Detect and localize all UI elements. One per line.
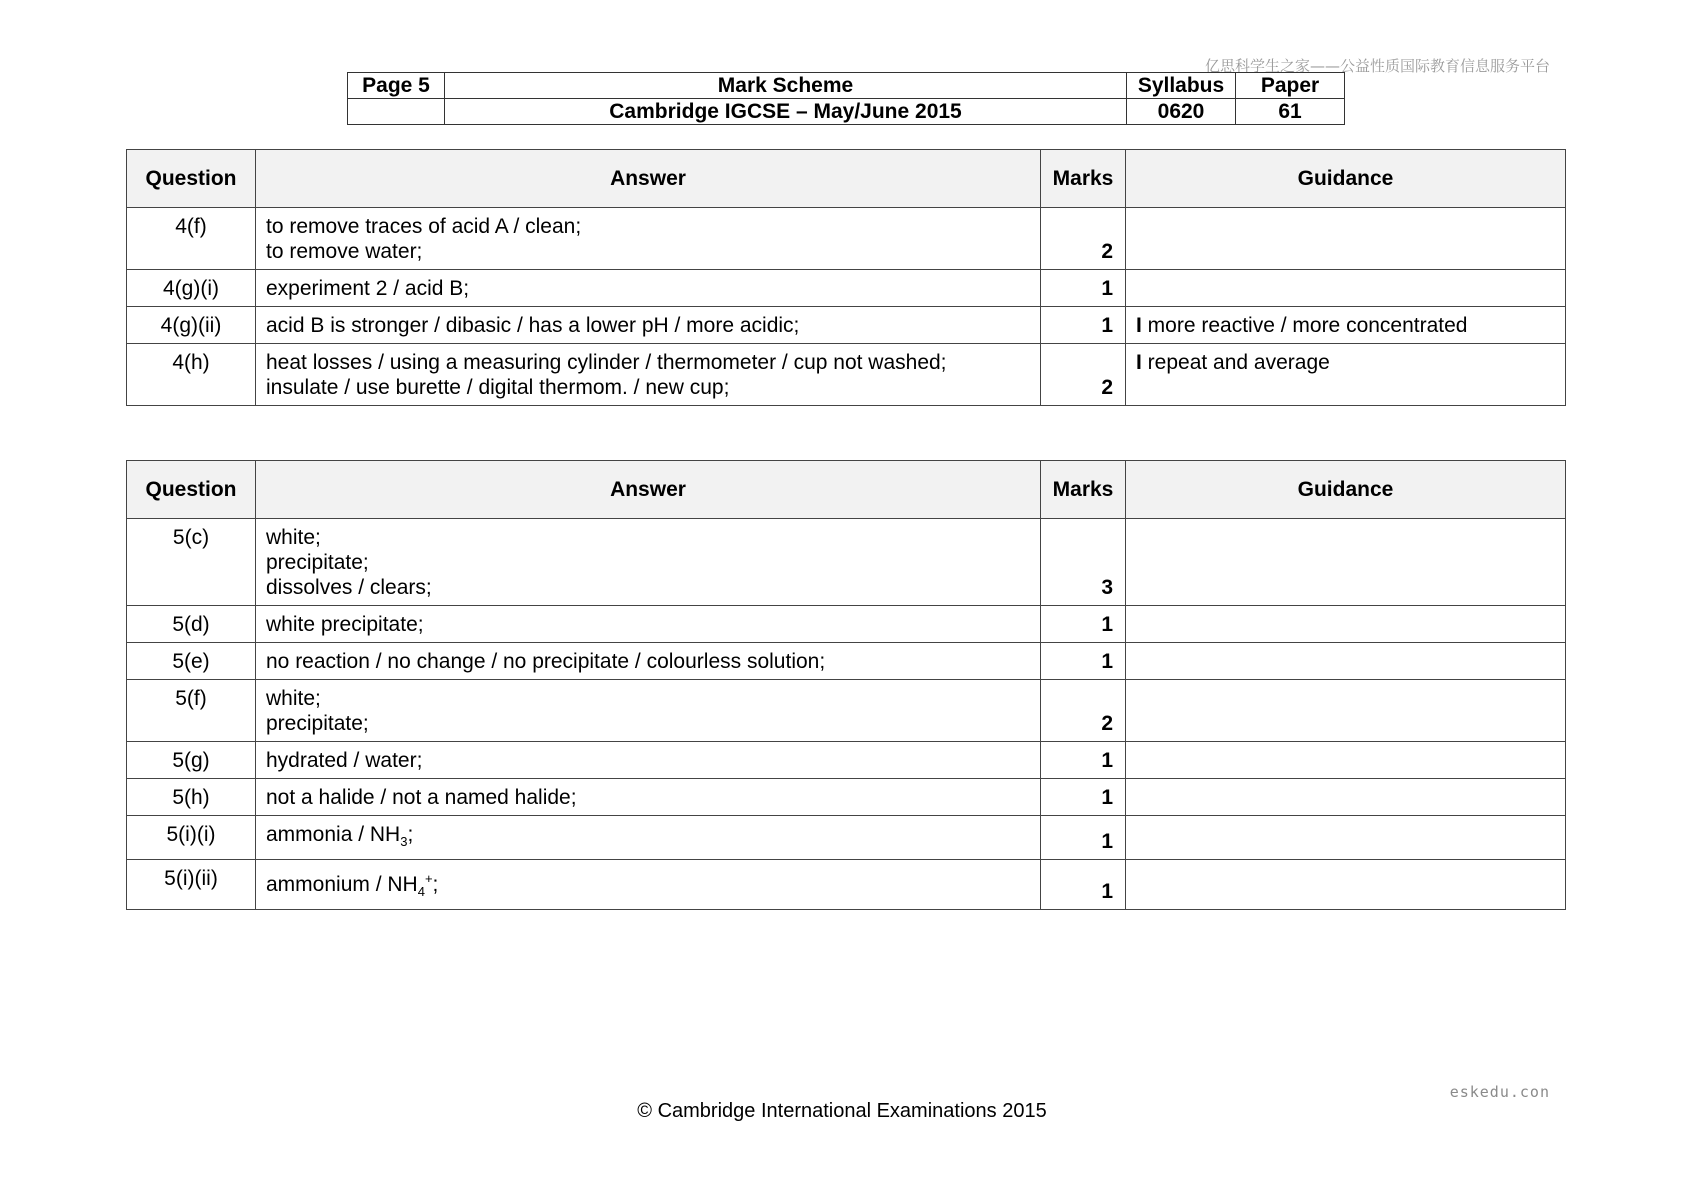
answer-line: precipitate;: [266, 551, 369, 574]
answer-line: white;: [266, 687, 321, 710]
guidance-text: more reactive / more concentrated: [1141, 314, 1468, 337]
answer-cell: [256, 519, 1041, 606]
guidance-cell: [1126, 270, 1566, 307]
guidance-cell: [1126, 307, 1566, 344]
guidance-cell: [1126, 779, 1566, 816]
answer-text-end: ;: [407, 823, 414, 846]
answer-cell: [256, 208, 1041, 270]
question-id: 5(i)(ii): [127, 860, 256, 910]
mark-scheme-table-5: [126, 460, 1566, 910]
question-id: 4(f): [127, 208, 256, 270]
table-row: [127, 680, 1566, 742]
table-row: [127, 779, 1566, 816]
guidance-cell: [1126, 860, 1566, 910]
answer-cell: [256, 643, 1041, 680]
ignore-marker: I: [1136, 351, 1142, 374]
answer-cell: [256, 779, 1041, 816]
table-row: [127, 344, 1566, 406]
col-answer: Answer: [256, 461, 1041, 519]
answer-line: [266, 866, 1030, 904]
table-row: [127, 208, 1566, 270]
table-row: [127, 860, 1566, 910]
marks-cell: 1: [1041, 779, 1126, 816]
guidance-cell: [1126, 344, 1566, 406]
marks-cell: 1: [1041, 270, 1126, 307]
answer-line: to remove water;: [266, 240, 423, 263]
col-answer: Answer: [256, 150, 1041, 208]
table-row: [127, 816, 1566, 860]
mark-scheme-table-4: [126, 149, 1566, 406]
marks-cell: 2: [1041, 208, 1126, 270]
question-id: 4(h): [127, 344, 256, 406]
page-number: Page 5: [348, 73, 445, 99]
question-id: 5(h): [127, 779, 256, 816]
table-row: [127, 643, 1566, 680]
guidance-cell: [1126, 742, 1566, 779]
marks-cell: 2: [1041, 344, 1126, 406]
table-row: [127, 270, 1566, 307]
answer-cell: [256, 680, 1041, 742]
paper-number: 61: [1236, 99, 1345, 125]
ignore-marker: I: [1136, 314, 1142, 337]
answer-line: to remove traces of acid A / clean;: [266, 215, 582, 238]
marks-cell: 1: [1041, 606, 1126, 643]
answer-line: [266, 822, 1030, 854]
col-marks: Marks: [1041, 461, 1126, 519]
guidance-cell: [1126, 519, 1566, 606]
answer-line: heat losses / using a measuring cylinder / thermometer / cup not washed;: [266, 351, 947, 374]
guidance-text: repeat and average: [1141, 351, 1330, 374]
answer-cell: [256, 270, 1041, 307]
guidance-cell: [1126, 680, 1566, 742]
question-id: 5(g): [127, 742, 256, 779]
marks-cell: 1: [1041, 860, 1126, 910]
marks-cell: 1: [1041, 307, 1126, 344]
question-id: 4(g)(ii): [127, 307, 256, 344]
table-row: [127, 606, 1566, 643]
table-row: [127, 742, 1566, 779]
doc-title: Mark Scheme: [445, 73, 1127, 99]
marks-cell: 3: [1041, 519, 1126, 606]
guidance-cell: [1126, 606, 1566, 643]
col-question: Question: [127, 150, 256, 208]
marks-cell: 1: [1041, 742, 1126, 779]
answer-line: not a halide / not a named halide;: [266, 786, 577, 809]
question-id: 5(i)(i): [127, 816, 256, 860]
syllabus-label: Syllabus: [1127, 73, 1236, 99]
guidance-cell: [1126, 816, 1566, 860]
page-header-table: [347, 72, 1345, 125]
answer-line: white;: [266, 526, 321, 549]
answer-text: ammonia / NH: [266, 823, 401, 846]
question-id: 5(d): [127, 606, 256, 643]
question-id: 5(e): [127, 643, 256, 680]
answer-line: hydrated / water;: [266, 749, 423, 772]
superscript: +: [424, 871, 433, 887]
marks-cell: 1: [1041, 643, 1126, 680]
col-guidance: Guidance: [1126, 150, 1566, 208]
answer-line: experiment 2 / acid B;: [266, 277, 470, 300]
answer-line: insulate / use burette / digital thermom. / new cup;: [266, 376, 730, 399]
question-id: 5(c): [127, 519, 256, 606]
subscript: 3: [400, 834, 408, 850]
answer-cell: [256, 742, 1041, 779]
marks-cell: 1: [1041, 816, 1126, 860]
doc-subtitle: Cambridge IGCSE – May/June 2015: [445, 99, 1127, 125]
syllabus-code: 0620: [1127, 99, 1236, 125]
col-marks: Marks: [1041, 150, 1126, 208]
answer-line: no reaction / no change / no precipitate / colourless solution;: [266, 650, 826, 673]
table-row: [127, 519, 1566, 606]
guidance-cell: [1126, 208, 1566, 270]
answer-line: white precipitate;: [266, 613, 424, 636]
col-question: Question: [127, 461, 256, 519]
answer-line: acid B is stronger / dibasic / has a lower pH / more acidic;: [266, 314, 800, 337]
answer-text-end: ;: [432, 873, 439, 897]
footer-copyright: © Cambridge International Examinations 2015: [637, 1100, 1047, 1122]
page-number-blank: [348, 99, 445, 125]
answer-cell: [256, 860, 1041, 910]
question-id: 4(g)(i): [127, 270, 256, 307]
answer-cell: [256, 307, 1041, 344]
answer-line: precipitate;: [266, 712, 369, 735]
marks-cell: 2: [1041, 680, 1126, 742]
col-guidance: Guidance: [1126, 461, 1566, 519]
guidance-cell: [1126, 643, 1566, 680]
answer-text: ammonium / NH: [266, 873, 418, 897]
answer-cell: [256, 606, 1041, 643]
answer-line: dissolves / clears;: [266, 576, 432, 599]
answer-cell: [256, 344, 1041, 406]
table-row: [127, 307, 1566, 344]
watermark-bottom: eskedu.con: [1449, 1083, 1550, 1101]
watermark-top: 亿思科学生之家——公益性质国际教育信息服务平台: [1204, 57, 1550, 75]
subscript: 4: [417, 884, 425, 900]
answer-cell: [256, 816, 1041, 860]
question-id: 5(f): [127, 680, 256, 742]
paper-label: Paper: [1236, 73, 1345, 99]
